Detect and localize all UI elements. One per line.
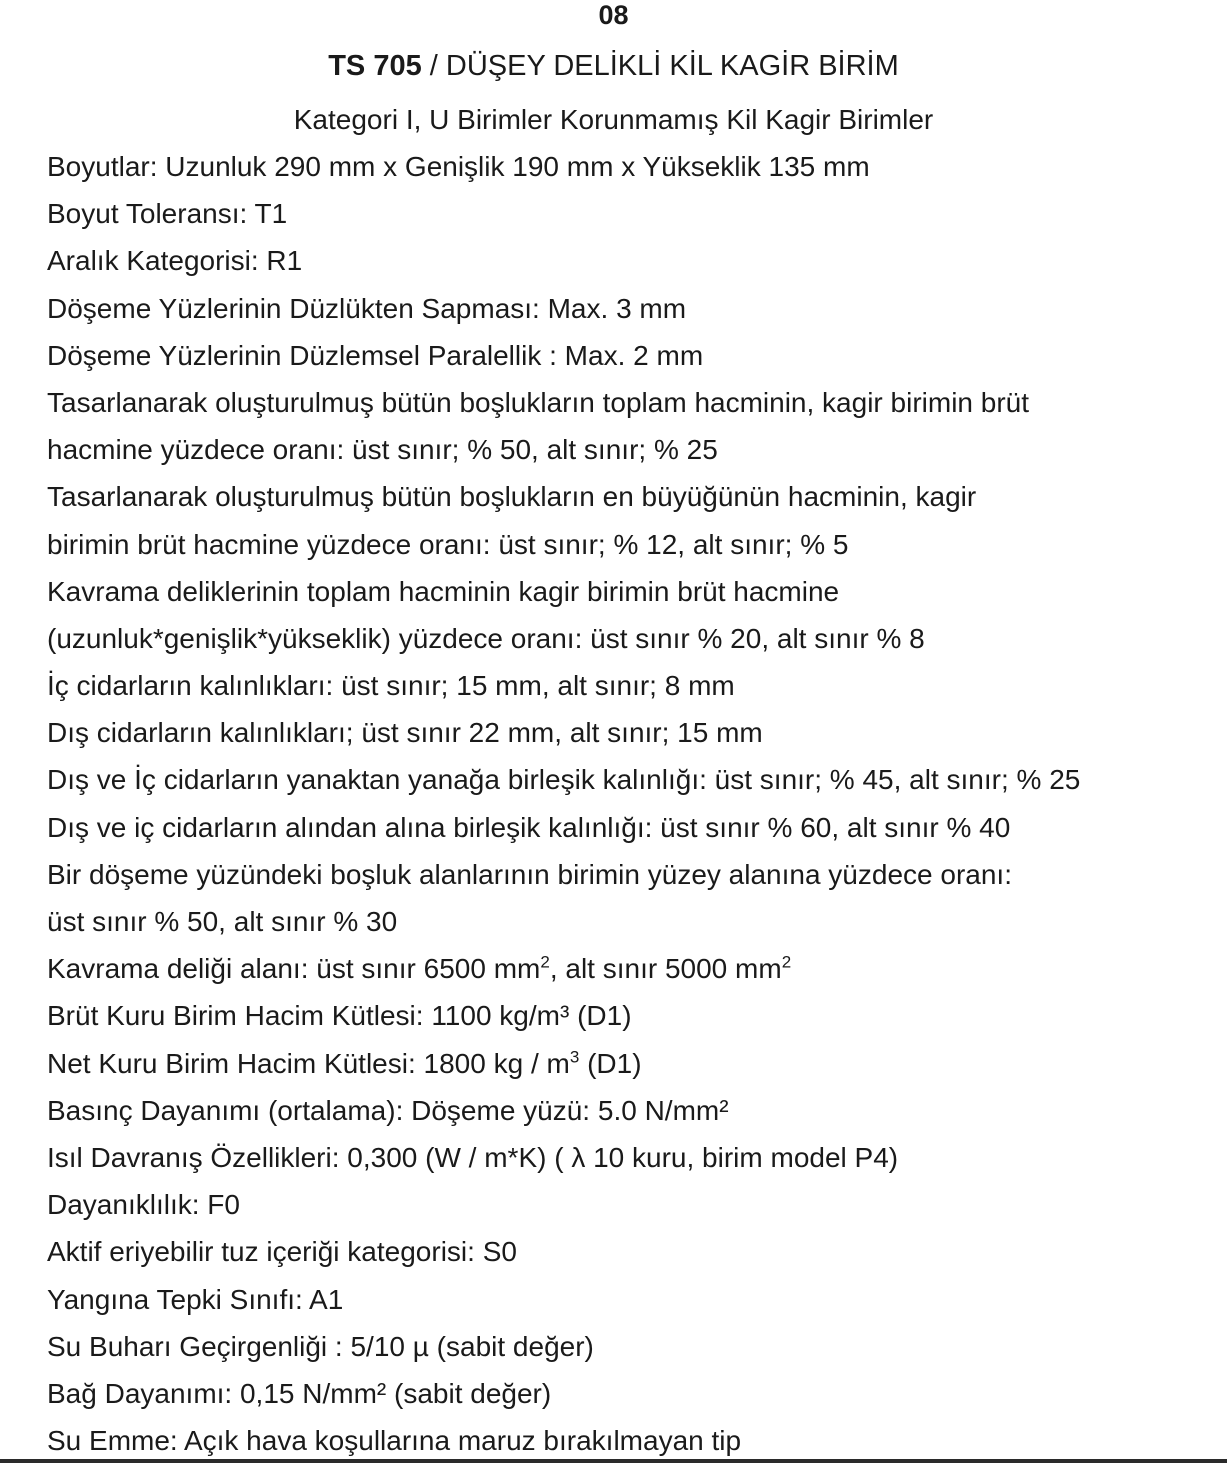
bottom-rule xyxy=(0,1459,1227,1463)
spec-line-thermal: Isıl Davranış Özellikleri: 0,300 (W / m*K) ( λ 10 kuru, birim model P4) xyxy=(47,1141,899,1173)
page-number: 08 xyxy=(598,0,629,30)
spec-line-combined-thickness-end: Dış ve iç cidarların alından alına birleşik kalınlığı: üst sınır % 60, alt sınır % 40 xyxy=(47,811,1011,843)
spec-line-vapour-permeability: Su Buharı Geçirgenliği : 5/10 µ (sabit değer) xyxy=(47,1330,594,1362)
spec-line-bond-strength: Bağ Dayanımı: 0,15 N/mm² (sabit değer) xyxy=(47,1377,552,1409)
spec-line-dimension-tolerance: Boyut Toleransı: T1 xyxy=(47,198,288,230)
spec-line-void-area-2: üst sınır % 50, alt sınır % 30 xyxy=(47,906,398,937)
standard-code: TS 705 xyxy=(328,50,422,82)
spec-line-soluble-salt: Aktif eriyebilir tuz içeriği kategorisi: S0 xyxy=(47,1236,517,1268)
document-title xyxy=(0,48,1227,84)
specification-list xyxy=(47,148,1222,1469)
spec-line-water-absorption: Su Emme: Açık hava koşullarına maruz bırakılmayan tip xyxy=(47,1425,742,1457)
spec-line-compressive-strength: Basınç Dayanımı (ortalama): Döşeme yüzü: 5.0 N/mm² xyxy=(47,1094,729,1126)
spec-line-gross-density: Brüt Kuru Birim Hacim Kütlesi: 1100 kg/m³ (D1) xyxy=(47,1000,632,1032)
spec-line-grip-volume-1: Kavrama deliklerinin toplam hacminin kagir birimin brüt hacmine xyxy=(47,575,840,607)
spec-line-combined-thickness-side: Dış ve İç cidarların yanaktan yanağa birleşik kalınlığı: üst sınır; % 45, alt sınır; % 25 xyxy=(47,764,1081,796)
spec-line-fire-reaction: Yangına Tepki Sınıfı: A1 xyxy=(47,1283,344,1315)
spec-line-largest-void-2: birimin brüt hacmine yüzdece oranı: üst sınır; % 12, alt sınır; % 5 xyxy=(47,528,849,560)
spec-line-void-volume-2: hacmine yüzdece oranı: üst sınır; % 50, alt sınır; % 25 xyxy=(47,434,718,466)
spec-line-dimensions: Boyutlar: Uzunluk 290 mm x Genişlik 190 mm x Yükseklik 135 mm xyxy=(47,151,870,182)
spec-line-inner-walls: İç cidarların kalınlıkları: üst sınır; 15 mm, alt sınır; 8 mm xyxy=(47,670,735,702)
title-text: / DÜŞEY DELİKLİ KİL KAGİR BİRİM xyxy=(421,50,899,82)
spec-line-flatness: Döşeme Yüzlerinin Düzlükten Sapması: Max. 3 mm xyxy=(47,292,687,324)
spec-line-net-density: Net Kuru Birim Hacim Kütlesi: 1800 kg / $m^3$ (D1) xyxy=(47,1047,642,1079)
spec-line-grip-volume-2: (uzunluk*genişlik*yükseklik) yüzdece oranı: üst sınır % 20, alt sınır % 8 xyxy=(47,622,925,654)
spec-line-largest-void-1: Tasarlanarak oluşturulmuş bütün boşlukların en büyüğünün hacminin, kagir xyxy=(47,481,977,513)
spec-line-range-category: Aralık Kategorisi: R1 xyxy=(47,245,303,277)
spec-line-durability: Dayanıklılık: F0 xyxy=(47,1189,240,1221)
document-subtitle: Kategori I, U Birimler Korunmamış Kil Kagir Birimler xyxy=(293,104,934,135)
spec-line-grip-area: Kavrama deliği alanı: üst sınır 6500 $mm^2$, alt sınır 5000 $mm^2$ xyxy=(47,952,792,985)
spec-line-void-volume-1: Tasarlanarak oluşturulmuş bütün boşlukların toplam hacminin, kagir birimin brüt xyxy=(47,386,1030,418)
spec-line-void-area-1: Bir döşeme yüzündeki boşluk alanlarının birimin yüzey alanına yüzdece oranı: xyxy=(47,858,1012,890)
spec-line-outer-walls: Dış cidarların kalınlıkları; üst sınır 22 mm, alt sınır; 15 mm xyxy=(47,717,763,749)
spec-line-parallelism: Döşeme Yüzlerinin Düzlemsel Paralellik : Max. 2 mm xyxy=(47,339,704,371)
